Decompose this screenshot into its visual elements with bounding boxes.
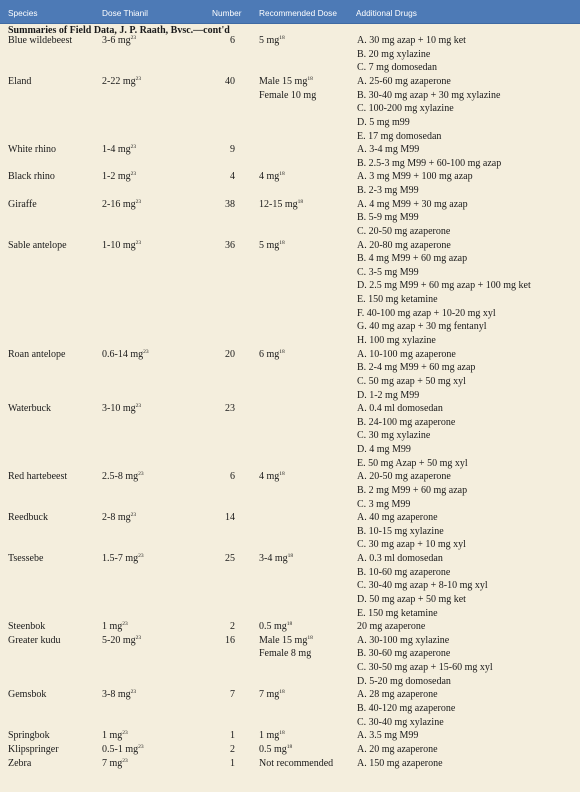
additional-drug-cell <box>357 225 450 239</box>
dose-cell <box>102 511 136 525</box>
footnote-ref: 23 <box>122 730 128 737</box>
additional-drug-cell <box>357 607 438 621</box>
additional-drug-cell <box>357 239 451 253</box>
species-cell-text: Sable antelope <box>8 239 67 251</box>
footnote-ref: 18 <box>279 471 285 478</box>
additional-drug-cell-text: D. 4 mg M99 <box>357 444 411 456</box>
additional-drug-cell-text: C. 30 mg azap + 10 mg xyl <box>357 539 466 551</box>
footnote-ref: 23 <box>130 144 137 151</box>
header-recommended-dose: Recommended Dose <box>259 8 337 18</box>
additional-drug-cell-text: D. 5-20 mg domosedan <box>357 675 451 687</box>
additional-drug-cell <box>357 634 449 648</box>
number-cell <box>225 75 235 89</box>
footnote-ref: 18 <box>279 239 285 246</box>
additional-drug-cell-text: A. 28 mg azaperone <box>357 689 438 701</box>
additional-drug-cell <box>357 102 454 116</box>
additional-drug-cell <box>357 675 451 689</box>
dose-cell-text: 7 mg <box>102 757 123 769</box>
species-cell-text: Eland <box>8 76 32 88</box>
additional-drug-cell <box>357 443 411 457</box>
dose-cell-text: 3-6 mg <box>102 35 131 47</box>
additional-drug-cell <box>357 579 488 593</box>
additional-drug-cell <box>357 402 443 416</box>
header-additional-drugs: Additional Drugs <box>356 8 417 18</box>
dose-cell <box>102 743 144 757</box>
recommended-dose-cell <box>259 634 313 648</box>
species-cell-text: Klipspringer <box>8 743 59 755</box>
dose-cell <box>102 688 136 702</box>
additional-drug-cell-text: A. 20-50 mg azaperone <box>357 471 451 483</box>
additional-drug-cell-text: B. 10-15 mg xylazine <box>357 525 444 537</box>
additional-drug-cell <box>357 266 419 280</box>
footnote-ref: 23 <box>135 634 142 641</box>
recommended-dose-cell-text: 5 mg <box>259 239 280 251</box>
additional-drug-cell-text: E. 150 mg ketamine <box>357 607 438 619</box>
additional-drug-cell-text: A. 0.4 ml domosedan <box>357 403 443 415</box>
additional-drug-cell-text: C. 3 mg M99 <box>357 498 411 510</box>
number-cell <box>225 634 235 648</box>
additional-drug-cell-text: B. 24-100 mg azaperone <box>357 416 456 428</box>
recommended-dose-cell <box>259 198 303 212</box>
dose-cell-text: 0.5-1 mg <box>102 743 139 755</box>
number-cell <box>230 620 235 634</box>
additional-drug-cell <box>357 702 455 716</box>
additional-drug-cell-text: 20 mg azaperone <box>357 621 426 633</box>
species-cell <box>8 620 45 634</box>
additional-drug-cell-text: C. 20-50 mg azaperone <box>357 225 451 237</box>
additional-drug-cell-text: F. 40-100 mg azap + 10-20 mg xyl <box>357 307 496 319</box>
additional-drug-cell <box>357 361 475 375</box>
additional-drug-cell-text: A. 3 mg M99 + 100 mg azap <box>357 171 473 183</box>
number-cell <box>230 743 235 757</box>
number-cell-text: 7 <box>230 689 235 701</box>
species-cell <box>8 757 31 771</box>
footnote-ref: 23 <box>138 471 144 478</box>
dose-cell <box>102 634 141 648</box>
number-cell <box>225 348 235 362</box>
footnote-ref: 23 <box>138 743 144 750</box>
additional-drug-cell <box>357 389 419 403</box>
species-cell-text: Giraffe <box>8 198 37 210</box>
recommended-dose-cell-text: Female 10 mg <box>259 89 317 101</box>
additional-drug-cell-text: B. 2.5-3 mg M99 + 60-100 mg azap <box>357 157 502 169</box>
additional-drug-cell-text: B. 10-60 mg azaperone <box>357 566 451 578</box>
additional-drug-cell <box>357 184 419 198</box>
table-subtitle: Summaries of Field Data, J. P. Raath, Bvsc.—cont'd <box>8 25 230 36</box>
species-cell <box>8 170 55 184</box>
additional-drug-cell-text: E. 50 mg Azap + 50 mg xyl <box>357 457 468 469</box>
additional-drug-cell-text: D. 50 mg azap + 50 mg ket <box>357 593 466 605</box>
additional-drug-cell <box>357 252 467 266</box>
footnote-ref: 23 <box>130 35 137 42</box>
additional-drug-cell-text: A. 30 mg azap + 10 mg ket <box>357 35 466 47</box>
additional-drug-cell-text: C. 30 mg xylazine <box>357 430 431 442</box>
dose-cell <box>102 75 141 89</box>
additional-drug-cell-text: C. 7 mg domosedan <box>357 62 437 74</box>
recommended-dose-cell-text: 7 mg <box>259 689 280 701</box>
additional-drug-cell <box>357 320 487 334</box>
species-cell-text: Black rhino <box>8 171 55 183</box>
recommended-dose-cell <box>259 729 285 743</box>
footnote-ref: 18 <box>286 621 293 628</box>
species-cell <box>8 634 60 648</box>
species-cell <box>8 552 43 566</box>
footnote-ref: 23 <box>135 198 142 205</box>
additional-drug-cell-text: E. 17 mg domosedan <box>357 130 442 142</box>
footnote-ref: 23 <box>130 689 137 696</box>
additional-drug-cell <box>357 429 430 443</box>
number-cell <box>230 688 235 702</box>
additional-drug-cell-text: D. 2.5 mg M99 + 60 mg azap + 100 mg ket <box>357 280 531 292</box>
recommended-dose-cell-text: Not recommended <box>259 757 334 769</box>
recommended-dose-cell <box>259 757 333 771</box>
additional-drug-cell-text: D. 5 mg m99 <box>357 116 410 128</box>
additional-drug-cell-text: B. 4 mg M99 + 60 mg azap <box>357 253 468 265</box>
footnote-ref: 23 <box>135 76 142 83</box>
dose-cell <box>102 239 141 253</box>
additional-drug-cell <box>357 89 500 103</box>
recommended-dose-cell <box>259 75 313 89</box>
species-cell <box>8 239 67 253</box>
number-cell <box>230 143 235 157</box>
number-cell-text: 1 <box>230 757 235 769</box>
number-cell-text: 36 <box>225 239 235 251</box>
dose-cell-text: 3-10 mg <box>102 403 136 415</box>
species-cell-text: Tsessebe <box>8 553 44 565</box>
dose-cell <box>102 757 128 771</box>
number-cell-text: 1 <box>230 730 235 742</box>
additional-drug-cell <box>357 729 418 743</box>
dose-cell <box>102 470 144 484</box>
additional-drug-cell <box>357 647 450 661</box>
additional-drug-cell <box>357 307 496 321</box>
additional-drug-cell <box>357 688 438 702</box>
recommended-dose-cell <box>259 89 316 103</box>
additional-drug-cell-text: C. 100-200 mg xylazine <box>357 103 454 115</box>
header-dose: Dose Thianil <box>102 8 148 18</box>
species-cell-text: White rhino <box>8 144 57 156</box>
additional-drug-cell <box>357 61 437 75</box>
additional-drug-cell <box>357 157 501 171</box>
additional-drug-cell <box>357 211 419 225</box>
additional-drug-cell-text: C. 50 mg azap + 50 mg xyl <box>357 375 466 387</box>
footnote-ref: 18 <box>279 35 285 42</box>
number-cell-text: 38 <box>225 198 235 210</box>
header-number: Number <box>212 8 242 18</box>
species-cell <box>8 143 56 157</box>
additional-drug-cell <box>357 620 425 634</box>
number-cell <box>225 239 235 253</box>
dose-cell <box>102 198 141 212</box>
recommended-dose-cell <box>259 620 292 634</box>
species-cell-text: Steenbok <box>8 621 46 633</box>
species-cell <box>8 198 37 212</box>
additional-drug-cell <box>357 143 419 157</box>
recommended-dose-cell-text: 1 mg <box>259 730 280 742</box>
recommended-dose-cell-text: 4 mg <box>259 471 280 483</box>
additional-drug-cell <box>357 34 466 48</box>
additional-drug-cell <box>357 198 468 212</box>
number-cell-text: 14 <box>225 512 235 524</box>
dose-cell <box>102 402 141 416</box>
dose-cell-text: 0.6-14 mg <box>102 348 144 360</box>
recommended-dose-cell <box>259 470 285 484</box>
number-cell-text: 6 <box>230 471 235 483</box>
number-cell-text: 2 <box>230 621 235 633</box>
footnote-ref: 18 <box>279 171 285 178</box>
footnote-ref: 18 <box>279 730 285 737</box>
recommended-dose-cell-text: 6 mg <box>259 348 280 360</box>
dose-cell <box>102 620 128 634</box>
species-cell-text: Gemsbok <box>8 689 47 701</box>
recommended-dose-cell-text: 0.5 mg <box>259 621 287 633</box>
species-cell <box>8 688 46 702</box>
footnote-ref: 18 <box>307 76 313 83</box>
recommended-dose-cell <box>259 170 285 184</box>
number-cell-text: 6 <box>230 35 235 47</box>
recommended-dose-cell <box>259 647 311 661</box>
additional-drug-cell <box>357 375 466 389</box>
additional-drug-cell-text: B. 30-40 mg azap + 30 mg xylazine <box>357 89 501 101</box>
dose-cell <box>102 170 136 184</box>
additional-drug-cell <box>357 525 444 539</box>
additional-drug-cell-text: C. 30-40 mg azap + 8-10 mg xyl <box>357 580 488 592</box>
additional-drug-cell-text: C. 3-5 mg M99 <box>357 266 419 278</box>
additional-drug-cell-text: A. 20 mg azaperone <box>357 743 438 755</box>
additional-drug-cell-text: B. 2-4 mg M99 + 60 mg azap <box>357 362 476 374</box>
number-cell-text: 20 <box>225 348 235 360</box>
dose-cell-text: 2-16 mg <box>102 198 136 210</box>
number-cell <box>225 402 235 416</box>
footnote-ref: 18 <box>279 348 285 355</box>
header-species: Species <box>8 8 38 18</box>
species-cell-text: Reedbuck <box>8 512 48 524</box>
number-cell <box>225 511 235 525</box>
recommended-dose-cell-text: 0.5 mg <box>259 743 287 755</box>
species-cell-text: Greater kudu <box>8 634 61 646</box>
additional-drug-cell <box>357 484 467 498</box>
additional-drug-cell-text: A. 3-4 mg M99 <box>357 144 420 156</box>
footnote-ref: 18 <box>297 198 304 205</box>
additional-drug-cell-text: B. 5-9 mg M99 <box>357 212 419 224</box>
additional-drug-cell <box>357 75 451 89</box>
dose-cell-text: 2-22 mg <box>102 76 136 88</box>
recommended-dose-cell-text: Female 8 mg <box>259 648 312 660</box>
additional-drug-cell <box>357 457 468 471</box>
number-cell <box>225 552 235 566</box>
number-cell <box>230 729 235 743</box>
species-cell-text: Red hartebeest <box>8 471 68 483</box>
dose-cell <box>102 143 136 157</box>
species-cell <box>8 75 31 89</box>
number-cell-text: 25 <box>225 553 235 565</box>
additional-drug-cell <box>357 511 438 525</box>
additional-drug-cell-text: A. 0.3 ml domosedan <box>357 553 443 565</box>
recommended-dose-cell <box>259 743 292 757</box>
dose-cell-text: 1.5-7 mg <box>102 553 139 565</box>
additional-drug-cell-text: B. 40-120 mg azaperone <box>357 703 456 714</box>
number-cell <box>230 757 235 771</box>
dose-cell-text: 1-2 mg <box>102 171 131 183</box>
dose-cell-text: 1-4 mg <box>102 144 131 156</box>
additional-drug-cell-text: B. 20 mg xylazine <box>357 48 431 60</box>
additional-drug-cell <box>357 716 444 730</box>
additional-drug-cell <box>357 170 473 184</box>
recommended-dose-cell <box>259 34 285 48</box>
additional-drug-cell <box>357 130 441 144</box>
footnote-ref: 23 <box>130 171 137 178</box>
recommended-dose-cell <box>259 552 293 566</box>
footnote-ref: 23 <box>135 403 142 410</box>
additional-drug-cell <box>357 538 466 552</box>
recommended-dose-cell-text: 12-15 mg <box>259 198 298 210</box>
additional-drug-cell-text: A. 150 mg azaperone <box>357 757 443 769</box>
footnote-ref: 23 <box>122 621 128 628</box>
species-cell <box>8 402 51 416</box>
additional-drug-cell-text: B. 30-60 mg azaperone <box>357 648 451 660</box>
species-cell <box>8 470 67 484</box>
additional-drug-cell <box>357 498 410 512</box>
additional-drug-cell <box>357 470 451 484</box>
dose-cell <box>102 34 136 48</box>
additional-drug-cell <box>357 348 456 362</box>
additional-drug-cell-text: C. 30-40 mg xylazine <box>357 716 444 728</box>
additional-drug-cell-text: A. 4 mg M99 + 30 mg azap <box>357 198 468 210</box>
recommended-dose-cell-text: 5 mg <box>259 35 280 47</box>
additional-drug-cell <box>357 743 438 757</box>
additional-drug-cell-text: A. 3.5 mg M99 <box>357 730 419 742</box>
footnote-ref: 18 <box>287 553 294 560</box>
species-cell <box>8 743 59 757</box>
number-cell-text: 23 <box>225 403 235 415</box>
species-cell-text: Springbok <box>8 730 50 742</box>
additional-drug-cell-text: D. 1-2 mg M99 <box>357 389 420 401</box>
species-cell <box>8 34 72 48</box>
additional-drug-cell <box>357 757 443 771</box>
number-cell <box>225 198 235 212</box>
number-cell-text: 4 <box>230 171 235 183</box>
dose-cell-text: 2-8 mg <box>102 512 131 524</box>
additional-drug-cell <box>357 48 430 62</box>
recommended-dose-cell <box>259 688 285 702</box>
additional-drug-cell <box>357 593 466 607</box>
dose-cell <box>102 729 128 743</box>
number-cell-text: 16 <box>225 634 235 646</box>
footnote-ref: 23 <box>122 757 128 764</box>
dose-cell-text: 1 mg <box>102 621 123 633</box>
number-cell <box>230 470 235 484</box>
number-cell-text: 40 <box>225 76 235 88</box>
footnote-ref: 18 <box>286 743 293 750</box>
dose-cell <box>102 552 144 566</box>
recommended-dose-cell-text: 4 mg <box>259 171 280 183</box>
additional-drug-cell <box>357 279 531 293</box>
additional-drug-cell-text: A. 30-100 mg xylazine <box>357 634 450 646</box>
dose-cell-text: 1-10 mg <box>102 239 136 251</box>
species-cell-text: Roan antelope <box>8 348 66 360</box>
species-cell <box>8 729 50 743</box>
recommended-dose-cell-text: 3-4 mg <box>259 553 288 565</box>
species-cell <box>8 348 65 362</box>
footnote-ref: 23 <box>130 512 137 519</box>
dose-cell-text: 2.5-8 mg <box>102 471 139 483</box>
number-cell <box>230 170 235 184</box>
species-cell-text: Waterbuck <box>8 403 52 415</box>
species-cell <box>8 511 48 525</box>
additional-drug-cell <box>357 334 436 348</box>
additional-drug-cell-text: E. 150 mg ketamine <box>357 294 438 306</box>
additional-drug-cell <box>357 116 410 130</box>
footnote-ref: 18 <box>307 634 313 641</box>
recommended-dose-cell <box>259 348 285 362</box>
species-cell-text: Zebra <box>8 757 32 769</box>
footnote-ref: 23 <box>143 348 149 355</box>
recommended-dose-cell <box>259 239 285 253</box>
additional-drug-cell <box>357 293 438 307</box>
additional-drug-cell-text: G. 40 mg azap + 30 mg fentanyl <box>357 321 487 333</box>
recommended-dose-cell-text: Male 15 mg <box>259 76 308 88</box>
additional-drug-cell <box>357 661 493 675</box>
additional-drug-cell-text: A. 20-80 mg azaperone <box>357 239 451 251</box>
number-cell <box>230 34 235 48</box>
number-cell-text: 2 <box>230 743 235 755</box>
additional-drug-cell-text: A. 25-60 mg azaperone <box>357 76 451 88</box>
additional-drug-cell <box>357 416 455 430</box>
additional-drug-cell-text: A. 40 mg azaperone <box>357 512 438 524</box>
footnote-ref: 23 <box>138 553 144 560</box>
dose-cell-text: 1 mg <box>102 730 123 742</box>
dose-cell <box>102 348 149 362</box>
additional-drug-cell <box>357 552 443 566</box>
number-cell-text: 9 <box>230 144 235 156</box>
additional-drug-cell-text: C. 30-50 mg azap + 15-60 mg xyl <box>357 662 493 674</box>
footnote-ref: 18 <box>279 689 285 696</box>
dose-cell-text: 5-20 mg <box>102 634 136 646</box>
additional-drug-cell-text: A. 10-100 mg azaperone <box>357 348 456 360</box>
additional-drug-cell-text: H. 100 mg xylazine <box>357 334 436 346</box>
additional-drug-cell <box>357 566 450 580</box>
species-cell-text: Blue wildebeest <box>8 35 73 47</box>
recommended-dose-cell-text: Male 15 mg <box>259 634 308 646</box>
additional-drug-cell-text: B. 2 mg M99 + 60 mg azap <box>357 484 468 496</box>
dose-cell-text: 3-8 mg <box>102 689 131 701</box>
additional-drug-cell-text: B. 2-3 mg M99 <box>357 185 419 197</box>
footnote-ref: 23 <box>135 239 142 246</box>
